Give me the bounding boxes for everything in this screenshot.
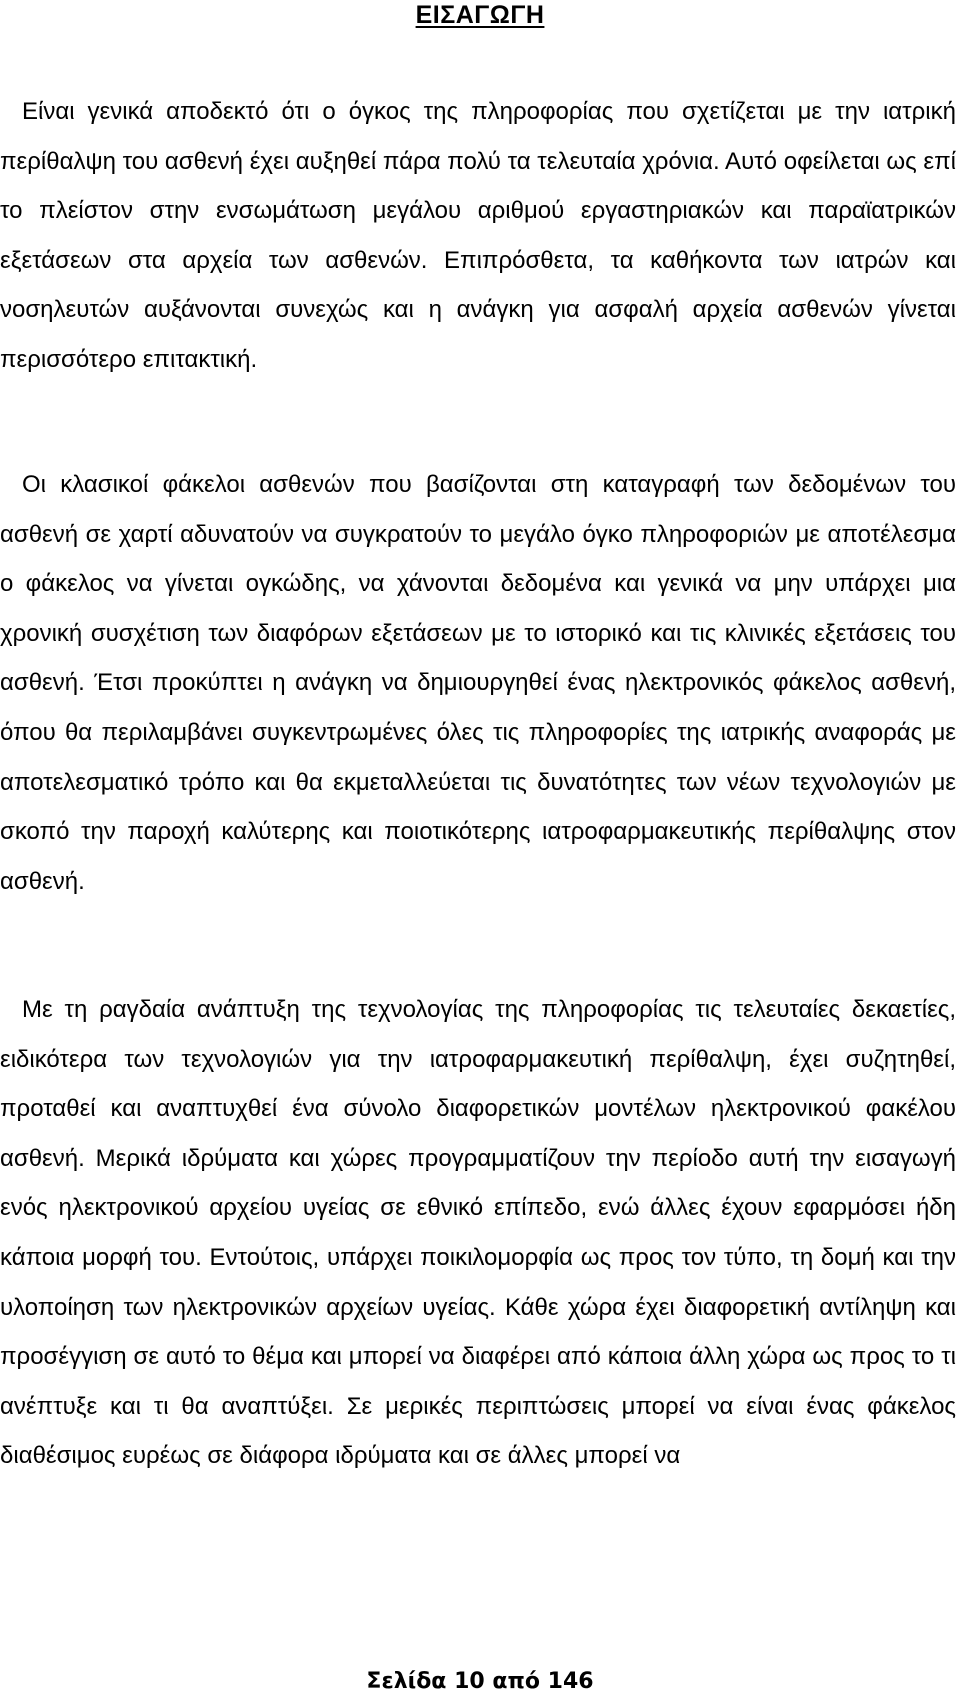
section-title: ΕΙΣΑΓΩΓΗ <box>415 1 545 29</box>
paragraph-3: Με τη ραγδαία ανάπτυξη της τεχνολογίας της πληροφορίας τις τελευταίες δεκαετίες, ειδικότερα των τεχνολογιών για την ιατροφαρμακευτική περίθαλψη, έχει συζητηθεί, προταθεί και αναπτυχθεί ένα σύνολο διαφορετικών μοντέλων ηλεκτρονικού φακέλου ασθενή. Μερικά ιδρύματα και χώρες προγραμματίζουν την περίοδο αυτή την εισαγωγή ενός ηλεκτρονικού αρχείου υγείας σε εθνικό επίπεδο, ενώ άλλες έχουν εφαρμόσει ήδη κάποια μορφή του. Εντούτοις, υπάρχει ποικιλομορφία ως προς τον τύπο, τη δομή και την υλοποίηση των ηλεκτρονικών αρχείων υγείας. Κάθε χώρα έχει διαφορετική αντίληψη και προσέγγιση σε αυτό το θέμα και μπορεί να διαφέρει από κάποια άλλη χώρα ως προς το τι ανέπτυξε και τι θα αναπτύξει. Σε μερικές περιπτώσεις μπορεί να είναι ένας φάκελος διαθέσιμος ευρέως σε διάφορα ιδρύματα και σε άλλες μπορεί να <box>0 996 956 1470</box>
paragraph-1: Είναι γενικά αποδεκτό ότι ο όγκος της πληροφορίας που σχετίζεται με την ιατρική περίθαλψη του ασθενή έχει αυξηθεί πάρα πολύ τα τελευταία χρόνια. Αυτό οφείλεται ως επί το πλείστον στην ενσωμάτωση μεγάλου αριθμού εργαστηριακών και παραϊατρικών εξετάσεων στα αρχεία των ασθενών. Επιπρόσθετα, τα καθήκοντα των ιατρών και νοσηλευτών αυξάνονται συνεχώς και η ανάγκη για ασφαλή αρχεία ασθενών γίνεται περισσότερο επιτακτική. <box>0 98 956 373</box>
paragraph-2: Οι κλασικοί φάκελοι ασθενών που βασίζονται στη καταγραφή των δεδομένων του ασθενή σε χαρτί αδυνατούν να συγκρατούν το μεγάλο όγκο πληροφοριών με αποτέλεσμα ο φάκελος να γίνεται ογκώδης, να χάνονται δεδομένα και γενικά να μην υπάρχει μια χρονική συσχέτιση των διαφόρων εξετάσεων με το ιστορικό και τις κλινικές εξετάσεις του ασθενή. Έτσι προκύπτει η ανάγκη να δημιουργηθεί ένας ηλεκτρονικός φάκελος ασθενή, όπου θα περιλαμβάνει συγκεντρωμένες όλες τις πληροφορίες της ιατρικής αναφοράς με αποτελεσματικό τρόπο και θα εκμεταλλεύεται τις δυνατότητες των νέων τεχνολογιών με σκοπό την παροχή καλύτερης και ποιοτικότερης ιατροφαρμακευτικής περίθαλψης στον ασθενή. <box>0 471 956 895</box>
page-number-footer: Σελίδα 10 από 146 <box>366 1669 594 1694</box>
